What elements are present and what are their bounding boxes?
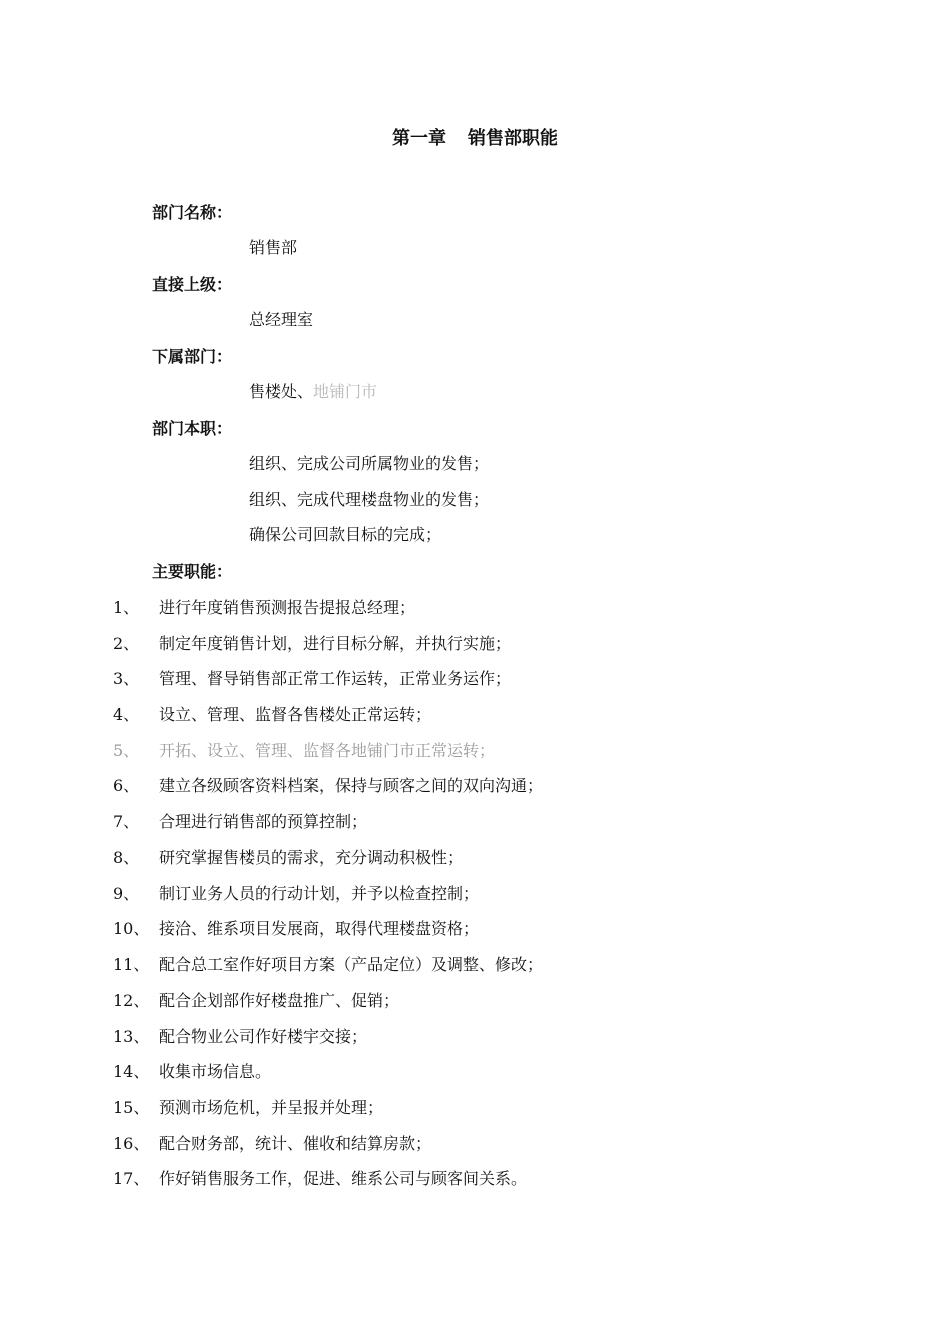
function-item	[113, 666, 511, 689]
duty-item: 确保公司回款目标的完成；	[249, 525, 442, 544]
function-item	[113, 1059, 271, 1082]
function-text: 预测市场危机，并呈报并处理；	[159, 1098, 384, 1117]
superior-value: 总经理室	[249, 310, 314, 329]
function-number: 15、	[113, 1098, 150, 1117]
subordinate-value-muted: 地铺门市	[313, 382, 378, 401]
function-text: 配合总工室作好项目方案（产品定位）及调整、修改；	[159, 955, 544, 974]
function-number: 8、	[113, 848, 140, 867]
duty-item: 组织、完成公司所属物业的发售；	[249, 454, 490, 473]
function-text: 建立各级顾客资料档案，保持与顾客之间的双向沟通；	[159, 776, 544, 795]
dept-name-value: 销售部	[249, 238, 298, 257]
dept-name-label: 部门名称：	[152, 203, 233, 222]
function-text: 作好销售服务工作，促进、维系公司与顾客间关系。	[159, 1169, 528, 1188]
function-number: 10、	[113, 919, 150, 938]
function-number: 14、	[113, 1062, 150, 1081]
duties-label: 部门本职：	[152, 419, 233, 438]
subordinate-value	[249, 379, 377, 402]
function-item	[113, 738, 495, 761]
function-number: 9、	[113, 884, 140, 903]
function-number: 6、	[113, 776, 140, 795]
functions-label: 主要职能：	[152, 562, 233, 581]
function-text: 配合财务部，统计、催收和结算房款；	[159, 1134, 432, 1153]
function-item	[113, 702, 431, 725]
function-number: 3、	[113, 669, 140, 688]
chapter-name: 销售部职能	[468, 128, 558, 149]
function-text: 研究掌握售楼员的需求，充分调动积极性；	[159, 848, 464, 867]
function-text: 管理、督导销售部正常工作运转，正常业务运作；	[159, 669, 512, 688]
subordinate-label: 下属部门：	[152, 347, 233, 366]
function-item	[113, 773, 543, 796]
function-item	[113, 952, 543, 975]
function-item	[113, 1131, 431, 1154]
function-item	[113, 916, 479, 939]
function-number: 13、	[113, 1027, 150, 1046]
function-item	[113, 988, 399, 1011]
function-item	[113, 881, 479, 904]
chapter-number: 第一章	[392, 128, 446, 149]
function-number: 17、	[113, 1169, 150, 1188]
function-item	[113, 1166, 527, 1189]
function-number: 4、	[113, 705, 140, 724]
function-item	[113, 1024, 367, 1047]
superior-label: 直接上级：	[152, 275, 233, 294]
function-text: 接洽、维系项目发展商，取得代理楼盘资格；	[159, 919, 480, 938]
function-text: 制订业务人员的行动计划，并予以检查控制；	[159, 884, 480, 903]
function-number: 2、	[113, 634, 140, 653]
function-number: 1、	[113, 598, 140, 617]
function-item	[113, 631, 511, 654]
function-number: 11、	[113, 955, 150, 974]
function-number: 5、	[113, 741, 140, 760]
function-item	[113, 595, 415, 618]
function-item	[113, 809, 367, 832]
function-number: 16、	[113, 1134, 150, 1153]
function-text: 开拓、设立、管理、监督各地铺门市正常运转；	[159, 741, 496, 760]
duty-item: 组织、完成代理楼盘物业的发售；	[249, 490, 490, 509]
function-text: 设立、管理、监督各售楼处正常运转；	[159, 705, 432, 724]
function-text: 收集市场信息。	[159, 1062, 272, 1081]
chapter-title	[0, 124, 950, 150]
function-text: 配合物业公司作好楼宇交接；	[159, 1027, 368, 1046]
function-item	[113, 845, 463, 868]
subordinate-value-main: 售楼处、	[249, 382, 314, 401]
function-text: 进行年度销售预测报告提报总经理；	[159, 598, 416, 617]
function-number: 7、	[113, 812, 140, 831]
function-number: 12、	[113, 991, 150, 1010]
function-text: 合理进行销售部的预算控制；	[159, 812, 368, 831]
function-text: 配合企划部作好楼盘推广、促销；	[159, 991, 400, 1010]
function-text: 制定年度销售计划，进行目标分解，并执行实施；	[159, 634, 512, 653]
function-item	[113, 1095, 383, 1118]
